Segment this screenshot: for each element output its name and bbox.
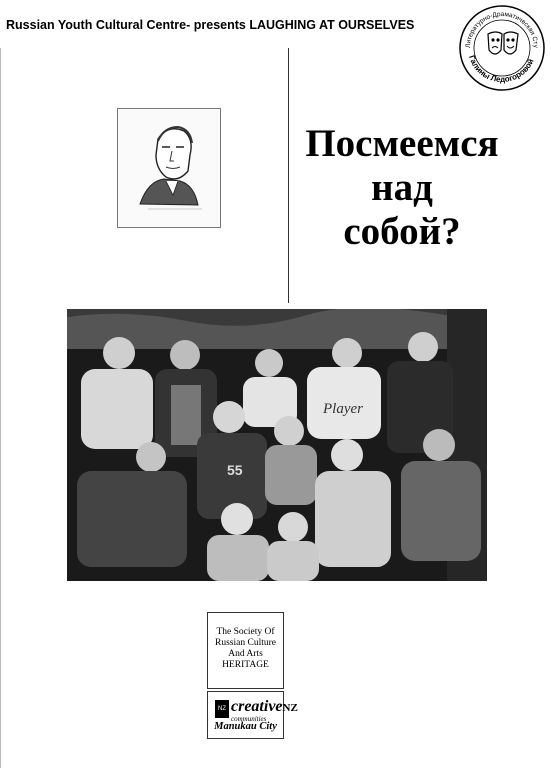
- shirt-text-player: Player: [323, 401, 363, 417]
- title-line-2: над: [371, 166, 433, 209]
- title-line-1: Посмеемся: [305, 122, 499, 165]
- theatre-masks-icon: [458, 4, 546, 92]
- page-edge-line: [0, 48, 1, 768]
- society-box: [207, 612, 284, 689]
- sponsor-word-text: creative: [231, 698, 283, 715]
- studio-logo: [458, 4, 546, 92]
- author-portrait: [117, 108, 221, 228]
- logo-text-top: Литературно-Драматическая Сту: [464, 10, 540, 49]
- group-photo: [67, 309, 487, 581]
- sponsor-sub: communities: [231, 715, 267, 723]
- sponsor-word: [231, 698, 298, 716]
- sponsor-badge: NZ: [215, 700, 229, 718]
- society-line-3: And Arts: [228, 649, 263, 659]
- sponsor-city: Manukau City: [214, 721, 277, 732]
- society-line-1: The Society Of: [216, 627, 275, 637]
- title-line-3: собой?: [343, 210, 461, 253]
- sponsor-word-suffix: NZ: [282, 702, 298, 714]
- sponsor-logo: [207, 691, 298, 739]
- page-title: [282, 122, 522, 254]
- header-title: Russian Youth Cultural Centre- presents LAUGHING AT OURSELVES: [6, 18, 415, 32]
- shirt-text-55: 55: [227, 462, 243, 478]
- society-line-4: HERITAGE: [222, 660, 269, 670]
- logo-text-bottom: Галины Ледогоровой: [467, 54, 536, 85]
- society-line-2: Russian Culture: [215, 638, 276, 648]
